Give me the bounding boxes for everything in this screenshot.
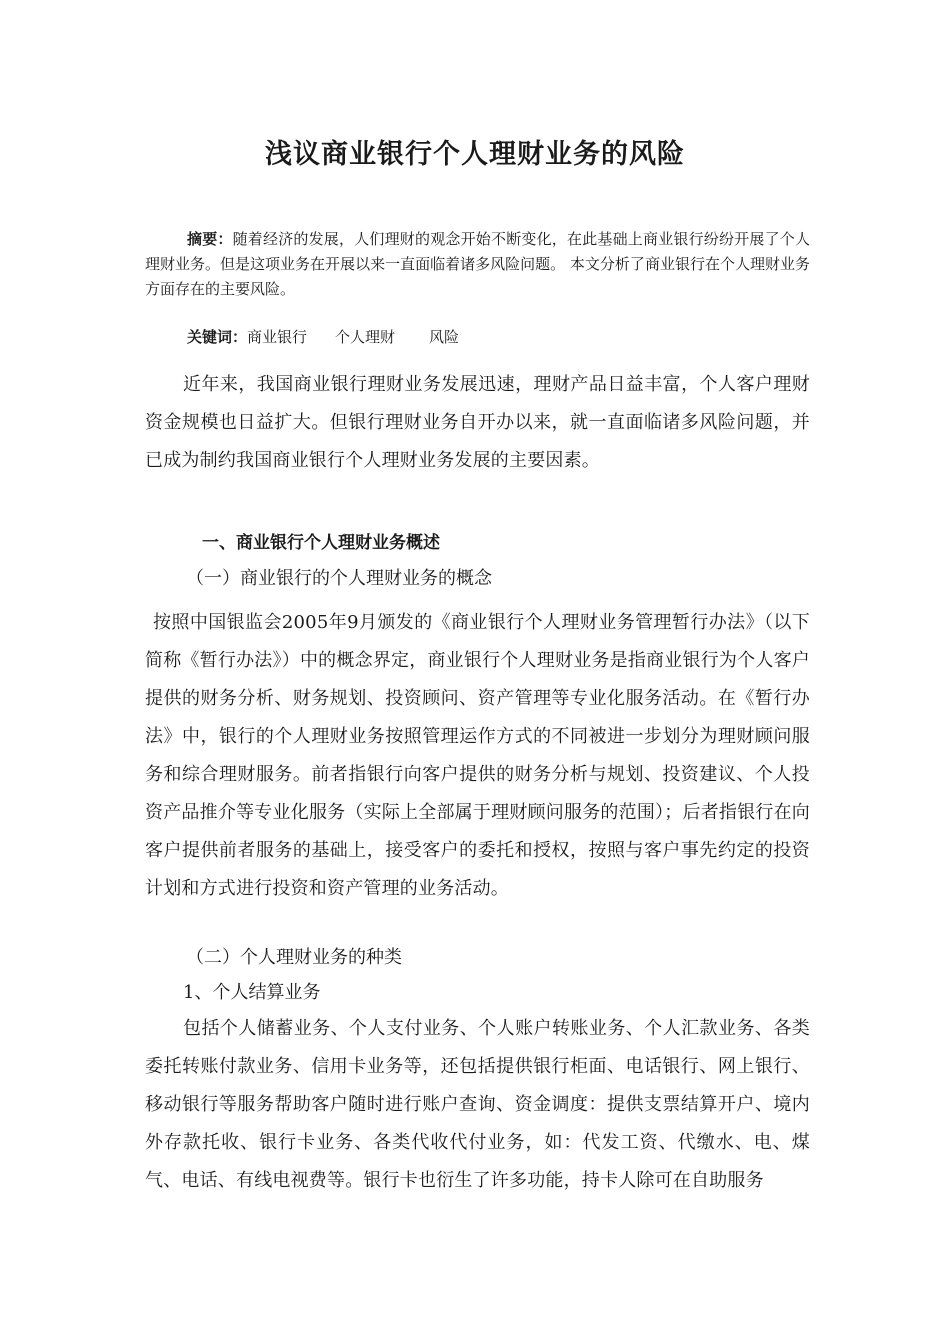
keywords-line xyxy=(187,325,459,349)
settlement-paragraph: 包括个人储蓄业务、个人支付业务、个人账户转账业务、个人汇款业务、各类委托转账付款业务、信用卡业务等，还包括提供银行柜面、电话银行、网上银行、移动银行等服务帮助客户随时进行账户查询、资金调度：提供支票结算开户、境内外存款托收、银行卡业务、各类代收代付业务，如：代发工资、代缴水、电、煤气、电话、有线电视费等。银行卡也衍生了许多功能，持卡人除可在自助服务 xyxy=(145,1018,810,1191)
keyword-item: 个人理财 xyxy=(335,328,396,346)
keywords-label: 关键词： xyxy=(187,328,248,346)
section-heading: 一、商业银行个人理财业务概述 xyxy=(202,533,440,553)
keyword-item: 风险 xyxy=(429,328,460,346)
keyword-item: 商业银行 xyxy=(247,328,308,346)
intro-paragraph: 近年来，我国商业银行理财业务发展迅速，理财产品日益丰富，个人客户理财资金规模也日益扩大。但银行理财业务自开办以来，就一直面临诸多风险问题，并已成为制约我国商业银行个人理财业务发展的主要因素。 xyxy=(145,374,810,471)
item-heading: 1、个人结算业务 xyxy=(183,982,321,1003)
abstract-paragraph xyxy=(145,227,810,302)
subsection-heading: （一）商业银行的个人理财业务的概念 xyxy=(186,568,492,589)
abstract-label: 摘要： xyxy=(187,230,233,248)
definition-paragraph: 按照中国银监会2005年9月颁发的《商业银行个人理财业务管理暂行办法》（以下简称《暂行办法》）中的概念界定，商业银行个人理财业务是指商业银行为个人客户提供的财务分析、财务规划、投资顾问、资产管理等专业化服务活动。在《暂行办法》中，银行的个人理财业务按照管理运作方式的不同被进一步划分为理财顾问服务和综合理财服务。前者指银行向客户提供的财务分析与规划、投资建议、个人投资产品推介等专业化服务（实际上全部属于理财顾问服务的范围）；后者指银行在向客户提供前者服务的基础上，接受客户的委托和授权，按照与客户事先约定的投资计划和方式进行投资和资产管理的业务活动。 xyxy=(145,612,810,899)
subsection-heading: （二）个人理财业务的种类 xyxy=(186,947,402,968)
document-title: 浅议商业银行个人理财业务的风险 xyxy=(265,139,685,170)
abstract-text: 随着经济的发展，人们理财的观念开始不断变化，在此基础上商业银行纷纷开展了个人理财业务。但是这项业务在开展以来一直面临着诸多风险问题。 本文分析了商业银行在个人理财业务方面存在的主要风险。 xyxy=(145,230,810,298)
